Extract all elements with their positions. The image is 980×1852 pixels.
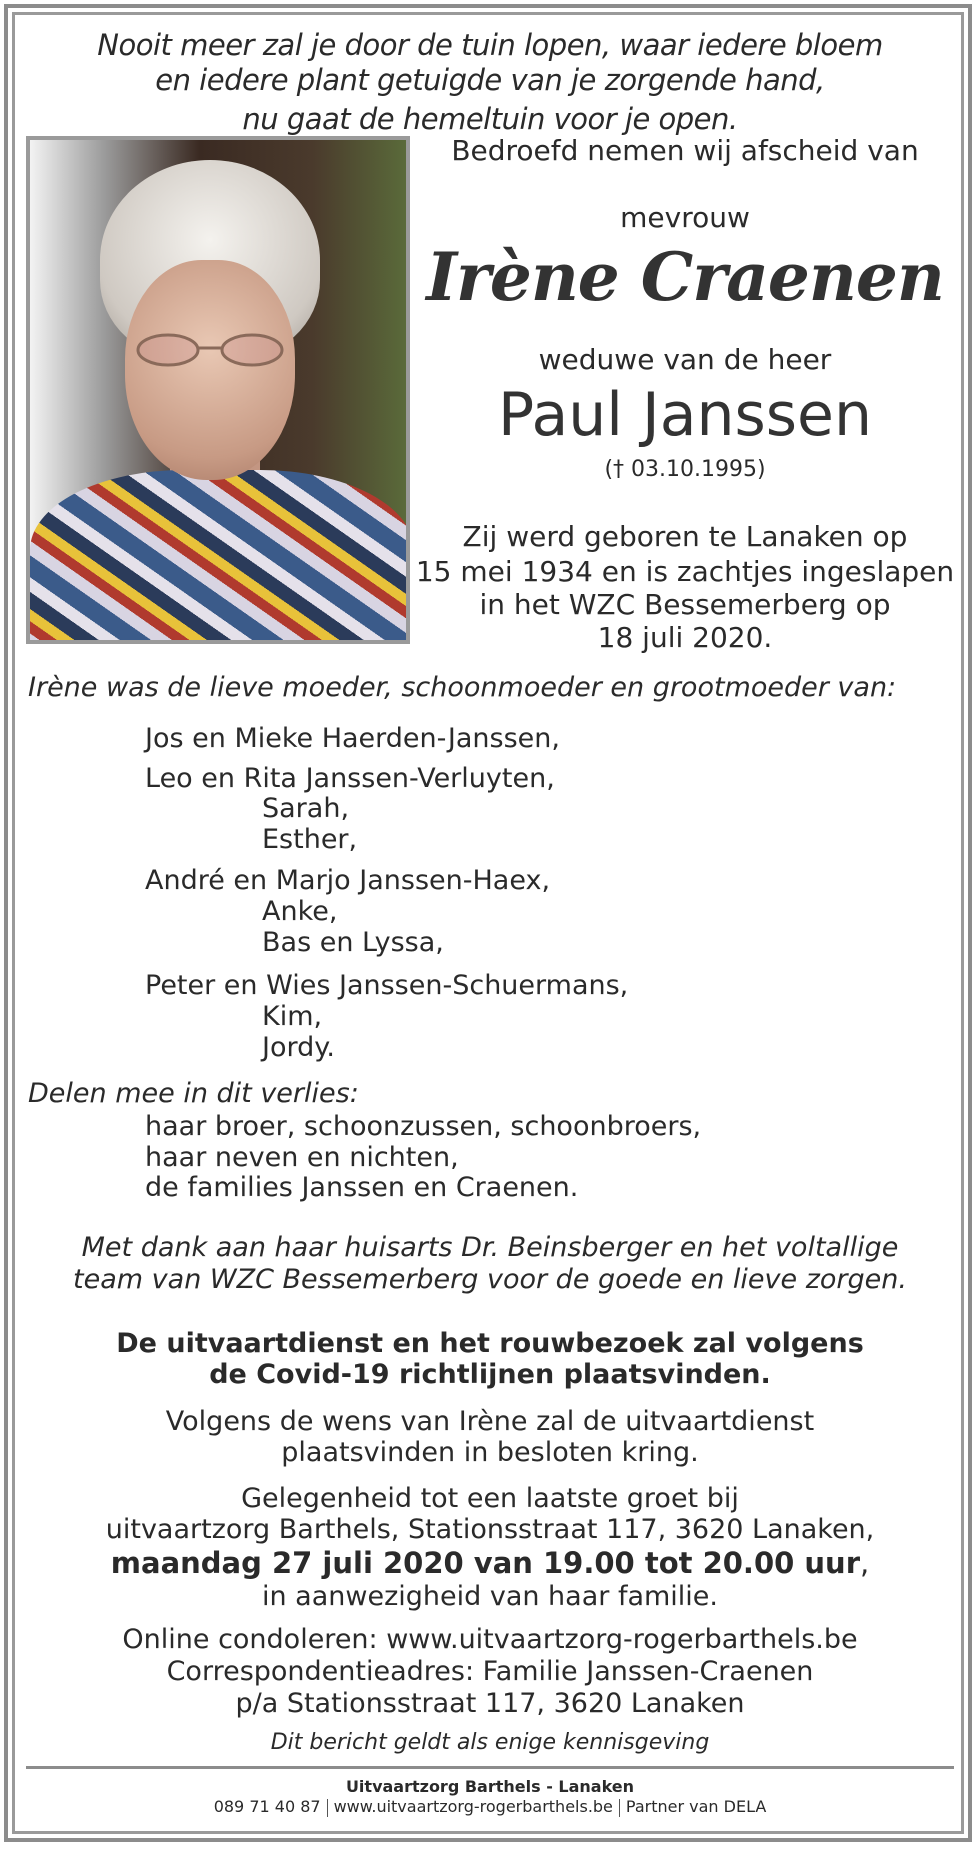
visit-date-line [0,1547,980,1579]
family-member: Anke, [262,896,338,927]
visit-date-suffix: , [860,1546,870,1580]
bio-line: in het WZC Bessemerberg op [479,588,891,621]
footer-contact [0,1797,980,1817]
footer-website[interactable]: www.uitvaartzorg-rogerbarthels.be [333,1797,613,1816]
poem-line: en iedere plant getuigde van je zorgende hand, [155,63,825,97]
family-member: Bas en Lyssa, [262,927,444,958]
family-member: Kim, [262,1001,323,1032]
spouse-name: Paul Janssen [498,380,872,450]
share-line: haar neven en nichten, [145,1142,459,1173]
bio-line: 18 juli 2020. [597,621,773,654]
address-line: p/a Stationsstraat 117, 3620 Lanaken [235,1688,745,1719]
covid-line: De uitvaartdienst en het rouwbezoek zal volgens [116,1328,864,1359]
family-member: Esther, [262,824,358,855]
footer-phone: 089 71 40 87 [213,1797,321,1816]
family-member: Jos en Mieke Haerden-Janssen, [145,723,560,754]
widow-of: weduwe van de heer [538,343,832,376]
bio-line: 15 mei 1934 en is zachtjes ingeslapen [415,555,955,588]
visit-date: maandag 27 juli 2020 van 19.00 tot 20.00 uur [110,1546,860,1580]
notice-text: Dit bericht geldt als enige kennisgeving [270,1730,710,1755]
intro-text: Bedroefd nemen wij afscheid van [451,134,919,167]
family-member: Peter en Wies Janssen-Schuermans, [145,970,629,1001]
thanks-line: team van WZC Bessemerberg voor de goede en lieve zorgen. [73,1264,907,1295]
share-line: de families Janssen en Craenen. [145,1172,579,1203]
footer-partner: Partner van DELA [625,1797,767,1816]
portrait-photo [26,136,410,644]
family-member: Sarah, [262,793,350,824]
deceased-name: Irène Craenen [426,238,944,316]
visit-line: uitvaartzorg Barthels, Stationsstraat 117, 3620 Lanaken, [105,1514,875,1545]
bio-line: Zij werd geboren te Lanaken op [462,520,908,553]
family-member: André en Marjo Janssen-Haex, [145,865,551,896]
poem-line: Nooit meer zal je door de tuin lopen, waar iedere bloem [97,28,883,62]
wish-line: Volgens de wens van Irène zal de uitvaartdienst [165,1406,815,1437]
footer-company: Uitvaartzorg Barthels - Lanaken [345,1777,635,1796]
wish-line: plaatsvinden in besloten kring. [281,1437,699,1468]
family-member: Jordy. [262,1032,335,1063]
family-member: Leo en Rita Janssen-Verluyten, [145,763,555,794]
share-line: haar broer, schoonzussen, schoonbroers, [145,1111,702,1142]
condolence-line: Online condoleren: www.uitvaartzorg-rogerbarthels.be [122,1624,858,1655]
family-heading: Irène was de lieve moeder, schoonmoeder en grootmoeder van: [28,672,897,703]
spouse-death-date: († 03.10.1995) [604,457,766,482]
divider [26,1766,954,1769]
visit-line: Gelegenheid tot een laatste groet bij [241,1483,739,1514]
title-prefix: mevrouw [620,201,750,234]
address-line: Correspondentieadres: Familie Janssen-Craenen [166,1656,814,1687]
visit-line: in aanwezigheid van haar familie. [261,1581,718,1612]
share-heading: Delen mee in dit verlies: [28,1078,359,1109]
poem-line: nu gaat de hemeltuin voor je open. [242,102,738,136]
covid-line: de Covid-19 richtlijnen plaatsvinden. [209,1359,771,1390]
thanks-line: Met dank aan haar huisarts Dr. Beinsberger en het voltallige [81,1232,899,1263]
